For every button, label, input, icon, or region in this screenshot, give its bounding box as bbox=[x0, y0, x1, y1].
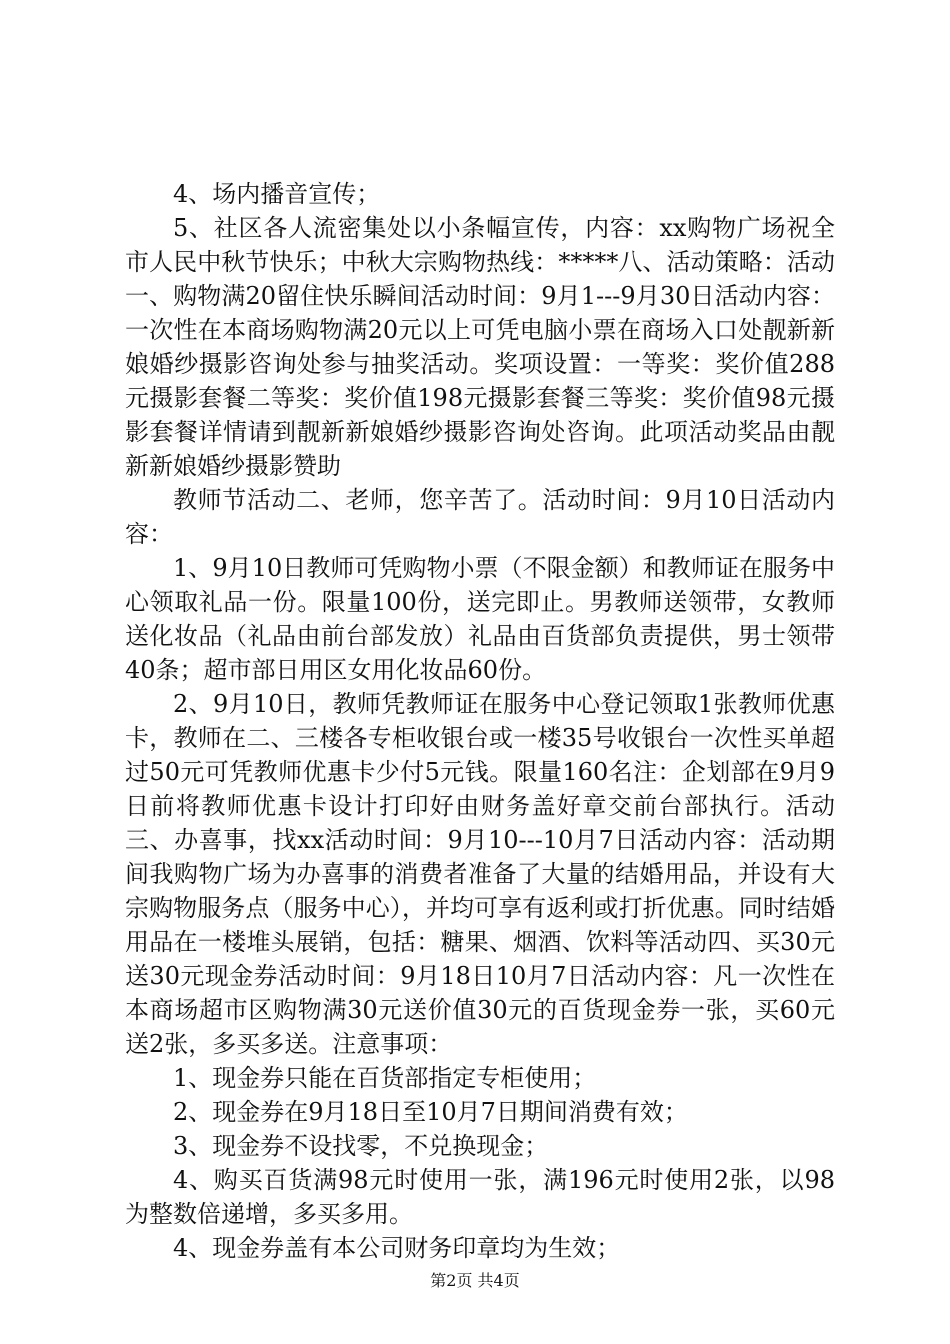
paragraph: 4、购买百货满98元时使用一张，满196元时使用2张，以98为整数倍递增，多买多用。 bbox=[125, 1166, 835, 1228]
paragraph: 5、社区各人流密集处以小条幅宣传，内容：xx购物广场祝全市人民中秋节快乐；中秋大宗购物热线：*****八、活动策略：活动一、购物满20留住快乐瞬间活动时间：9月1---9月30日活动内容：一次性在本商场购物满20元以上可凭电脑小票在商场入口处靓新新娘婚纱摄影咨询处参与抽奖活动。奖项设置：一等奖：奖价值288元摄影套餐二等奖：奖价值198元摄影套餐三等奖：奖价值98元摄影套餐详情请到靓新新娘婚纱摄影咨询处咨询。此项活动奖品由靓新新娘婚纱摄影赞助 bbox=[125, 214, 835, 480]
paragraph: 4、场内播音宣传； bbox=[173, 180, 381, 208]
document-body bbox=[125, 177, 835, 1265]
paragraph: 1、9月10日教师可凭购物小票（不限金额）和教师证在服务中心领取礼品一份。限量100份，送完即止。男教师送领带，女教师送化妆品（礼品由前台部发放）礼品由百货部负责提供，男士领带40条；超市部日用区女用化妆品60份。 bbox=[125, 554, 835, 684]
page-number-footer: 第2页 共4页 bbox=[430, 1271, 520, 1290]
paragraph: 教师节活动二、老师，您辛苦了。活动时间：9月10日活动内容： bbox=[125, 486, 835, 548]
paragraph: 2、9月10日，教师凭教师证在服务中心登记领取1张教师优惠卡，教师在二、三楼各专柜收银台或一楼35号收银台一次性买单超过50元可凭教师优惠卡少付5元钱。限量160名注：企划部在9月9日前将教师优惠卡设计打印好由财务盖好章交前台部执行。活动三、办喜事，找xx活动时间：9月10---10月7日活动内容：活动期间我购物广场为办喜事的消费者准备了大量的结婚用品，并设有大宗购物服务点（服务中心），并均可享有返利或打折优惠。同时结婚用品在一楼堆头展销，包括：糖果、烟酒、饮料等活动四、买30元送30元现金券活动时间：9月18日10月7日活动内容：凡一次性在本商场超市区购物满30元送价值30元的百货现金券一张，买60元送2张，多买多送。注意事项： bbox=[125, 690, 835, 1058]
paragraph: 4、现金券盖有本公司财务印章均为生效； bbox=[173, 1234, 621, 1262]
paragraph: 1、现金券只能在百货部指定专柜使用； bbox=[173, 1064, 597, 1092]
paragraph: 3、现金券不设找零，不兑换现金； bbox=[173, 1132, 549, 1160]
paragraph: 2、现金券在9月18日至10月7日期间消费有效； bbox=[173, 1098, 688, 1126]
